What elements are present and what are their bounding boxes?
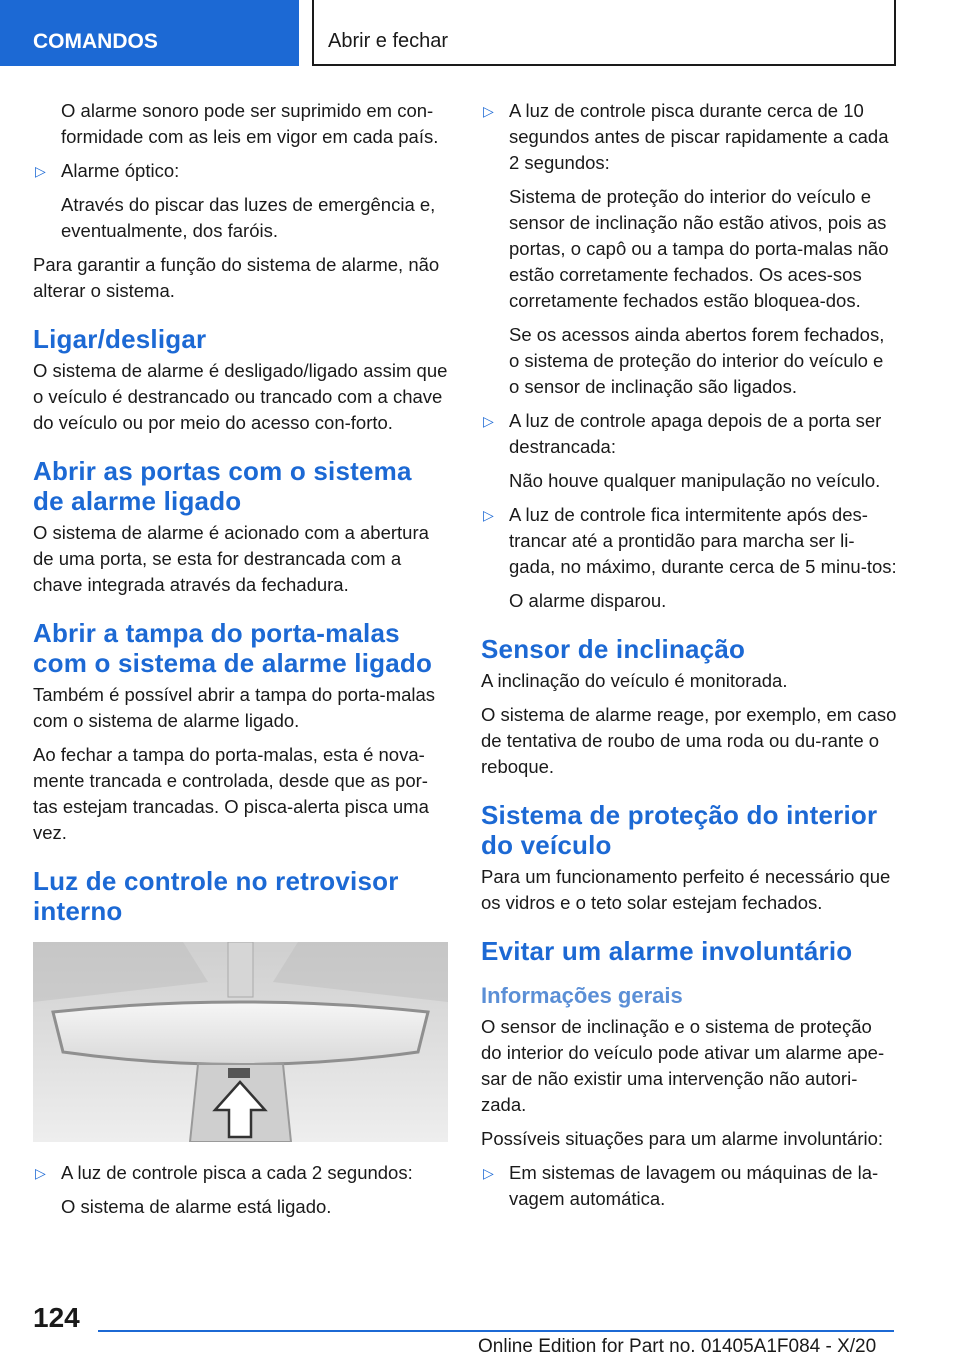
paragraph-optical-desc: Através do piscar das luzes de emergência e, eventualmente, dos faróis. [61, 194, 436, 241]
heading-interior-protection: Sistema de proteção do interior do veículo [481, 800, 878, 860]
right-column [481, 98, 897, 1220]
paragraph-info-2: Possíveis situações para um alarme involuntário: [481, 1128, 884, 1149]
paragraph-ligar: O sistema de alarme é desligado/ligado assim que o veículo é destrancado ou trancado com a chave do veículo ou por meio do acesso con-forto. [33, 360, 448, 433]
rearview-mirror-figure [33, 942, 448, 1142]
footer-divider [98, 1330, 894, 1332]
list-item-optical-alarm [33, 158, 448, 184]
paragraph-accesses-closed: Se os acessos ainda abertos forem fechados, o sistema de proteção do interior do veículo e o sensor de inclinação são ligados. [509, 324, 885, 397]
heading-control-light: Luz de controle no retrovisor interno [33, 866, 399, 926]
rearview-mirror-icon [33, 942, 448, 1142]
triangle-right-icon: ▷ [483, 1165, 494, 1181]
triangle-right-icon: ▷ [483, 103, 494, 119]
list-item-label: A luz de controle apaga depois de a porta ser destrancada: [509, 410, 882, 457]
triangle-right-icon: ▷ [483, 413, 494, 429]
paragraph-open-doors: O sistema de alarme é acionado com a abertura de uma porta, se esta for destrancada com a chave integrada através da fechadura. [33, 522, 429, 595]
triangle-right-icon: ▷ [483, 507, 494, 523]
list-item-label: A luz de controle pisca a cada 2 segundos: [61, 1162, 413, 1183]
list-item-light-intermittent [481, 502, 897, 580]
edition-note: Online Edition for Part no. 01405A1F084 - X/20 [478, 1336, 877, 1357]
paragraph-trunk-2: Ao fechar a tampa do porta-malas, esta é nova-mente trancada e controlada, desde que as por-tas estejam trancadas. O pisca-alerta pisca uma vez. [33, 744, 429, 843]
paragraph-trunk-1: Também é possível abrir a tampa do porta-malas com o sistema de alarme ligado. [33, 684, 436, 731]
list-item-blink-10s [481, 98, 897, 176]
paragraph-guarantee: Para garantir a função do sistema de alarme, não alterar o sistema. [33, 254, 440, 301]
paragraph-alarm-suppress: O alarme sonoro pode ser suprimido em con-formidade com as leis em vigor em cada país. [61, 100, 439, 147]
heading-ligar-desligar: Ligar/desligar [33, 324, 207, 354]
section-tab: COMANDOS [0, 0, 299, 66]
paragraph-interior-protection: Para um funcionamento perfeito é necessário que os vidros e o teto solar estejam fechados. [481, 866, 891, 913]
list-item-light-off [481, 408, 897, 460]
paragraph-tilt-1: A inclinação do veículo é monitorada. [481, 670, 788, 691]
list-item-car-wash [481, 1160, 897, 1212]
list-item-label: Em sistemas de lavagem ou máquinas de la-vagem automática. [509, 1162, 879, 1209]
list-item-label: A luz de controle pisca durante cerca de 10 segundos antes de piscar rapidamente a cada 2 segundos: [509, 100, 889, 173]
list-item-label: A luz de controle fica intermitente após des-trancar até a prontidão para marcha ser li-gada, no máximo, durante cerca de 5 minu-tos: [509, 504, 897, 577]
list-item-label: Alarme óptico: [61, 160, 180, 181]
subheading-general-info: Informações gerais [481, 983, 683, 1008]
page-header [0, 0, 960, 66]
paragraph-alarm-on: O sistema de alarme está ligado. [61, 1196, 332, 1217]
paragraph-not-active: Sistema de proteção do interior do veículo e sensor de inclinação não estão ativos, pois as portas, o capô ou a tampa do porta-malas não estão corretamente fechados. Os aces-sos corretamente fechados estão bloquea-dos. [509, 186, 889, 311]
page-number: 124 [33, 1302, 80, 1333]
left-column [33, 98, 448, 1228]
list-item-blink-2s [33, 1160, 448, 1186]
heading-tilt-sensor: Sensor de inclinação [481, 634, 746, 664]
triangle-right-icon: ▷ [35, 163, 46, 179]
heading-avoid-alarm: Evitar um alarme involuntário [481, 936, 853, 966]
paragraph-tilt-2: O sistema de alarme reage, por exemplo, em caso de tentativa de roubo de uma roda ou du-rante o reboque. [481, 704, 897, 777]
paragraph-no-manipulation: Não houve qualquer manipulação no veículo. [509, 470, 881, 491]
chapter-title: Abrir e fechar [312, 0, 896, 66]
paragraph-alarm-triggered: O alarme disparou. [509, 590, 667, 611]
heading-open-trunk: Abrir a tampa do porta-malas com o sistema de alarme ligado [33, 618, 433, 678]
heading-open-doors: Abrir as portas com o sistema de alarme ligado [33, 456, 412, 516]
triangle-right-icon: ▷ [35, 1165, 46, 1181]
paragraph-info-1: O sensor de inclinação e o sistema de proteção do interior do veículo pode ativar um alarme ape-sar de não existir uma intervenção não autori-zada. [481, 1016, 885, 1115]
